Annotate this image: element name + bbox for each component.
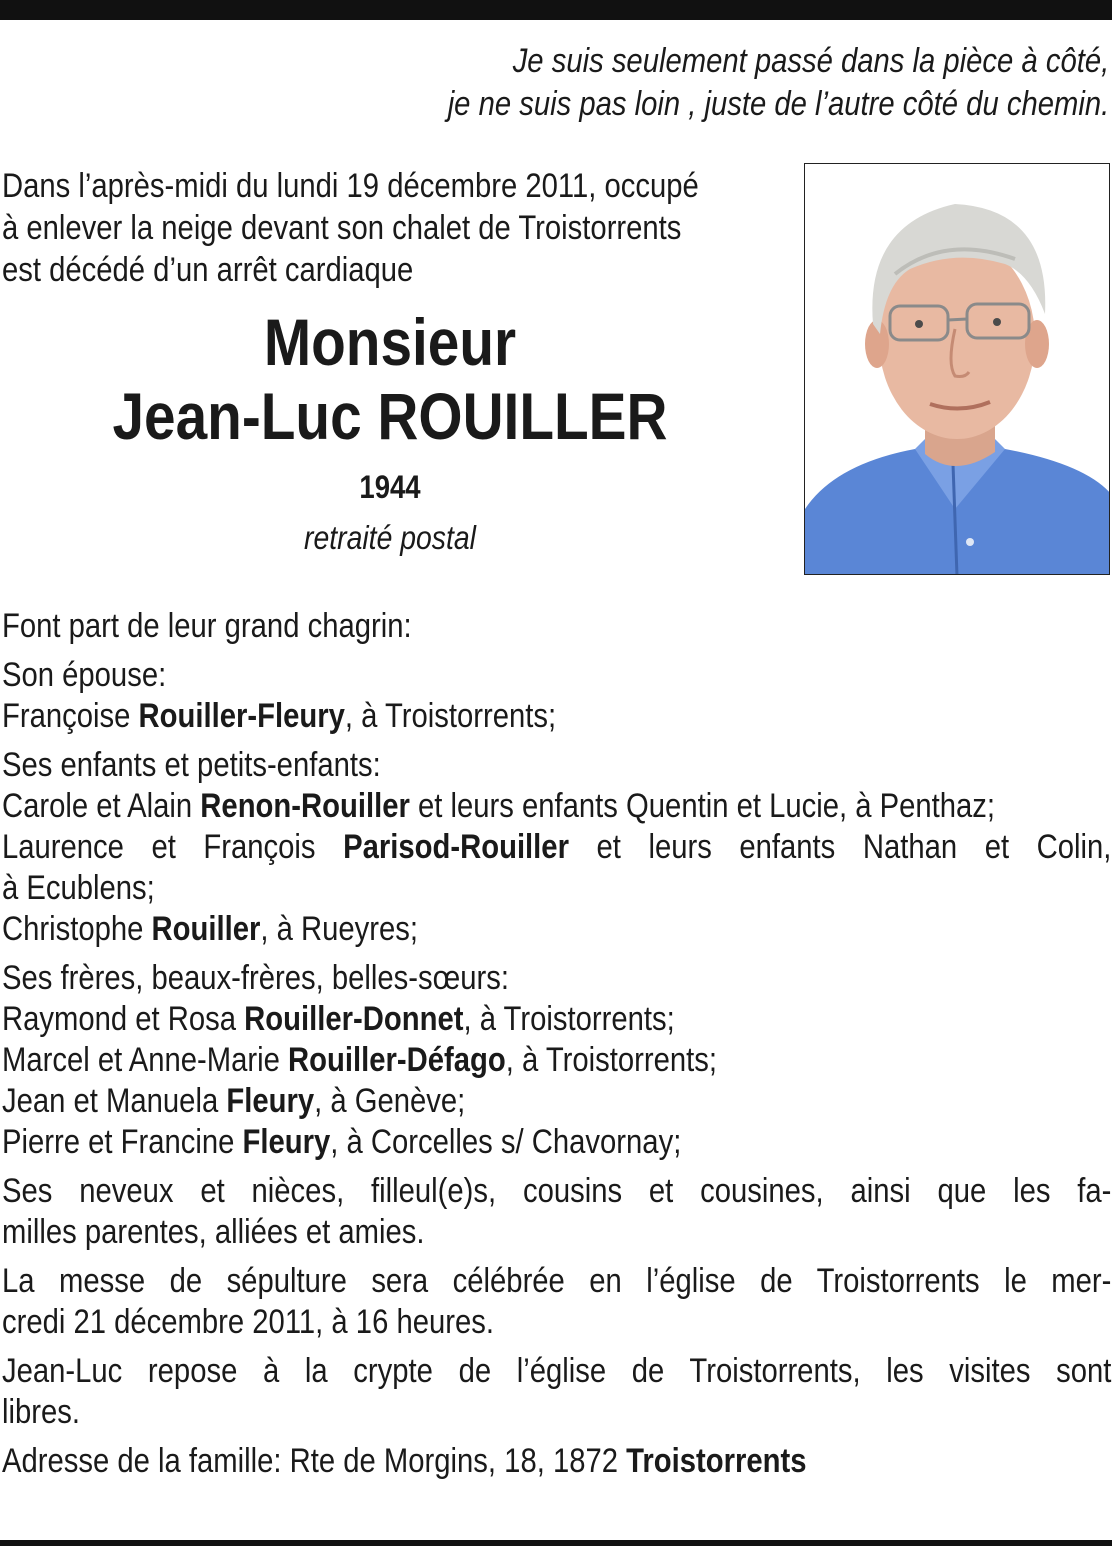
body-text: [2, 606, 1111, 1482]
children-heading: Ses enfants et petits-enfants:: [2, 746, 381, 784]
place: , à Troistorrents;: [344, 697, 557, 735]
portrait-illustration: [805, 164, 1110, 575]
first-names: Jean et Manuela: [2, 1082, 219, 1120]
intro-line-3: est décédé d’un arrêt cardiaque: [2, 251, 414, 289]
extended-line-1: Ses neveux et nièces, filleul(e)s, cousins et cousines, ainsi que les fa-: [2, 1172, 1112, 1210]
mass-notice: [2, 1261, 1111, 1343]
child-entry-continuation: à Ecublens;: [2, 869, 155, 907]
first-names: Christophe: [2, 910, 144, 948]
intro-line-1: Dans l’après-midi du lundi 19 décembre 2011, occupé: [2, 167, 699, 205]
intro-line-2: à enlever la neige devant son chalet de Troistorrents: [2, 209, 682, 247]
poem-line-1: Je suis seulement passé dans la pièce à côté,: [512, 42, 1109, 80]
mass-line-1: La messe de sépulture sera célébrée en l’église de Troistorrents le mer-: [2, 1262, 1112, 1300]
sibling-entry: [2, 1040, 1111, 1081]
surname: Fleury: [226, 1082, 315, 1120]
honorific: Monsieur: [263, 305, 517, 379]
details: , à Rueyres;: [260, 910, 419, 948]
portrait-photo: [804, 163, 1110, 575]
extended-family: [2, 1171, 1111, 1253]
profession: retraité postal: [304, 519, 476, 556]
top-rule: [0, 0, 1112, 20]
details: et leurs enfants Nathan et Colin,: [596, 828, 1112, 866]
birth-year: 1944: [359, 469, 421, 505]
child-entry: [2, 909, 1111, 950]
family-address: [2, 1441, 1111, 1482]
place: , à Genève;: [314, 1082, 466, 1120]
deceased-header: [0, 305, 780, 559]
surname: Fleury: [242, 1123, 331, 1161]
poem-quote: [447, 40, 1109, 126]
place: , à Corcelles s/ Chavornay;: [330, 1123, 682, 1161]
first-names: Raymond et Rosa: [2, 1000, 237, 1038]
announce: Font part de leur grand chagrin:: [2, 607, 412, 645]
spouse-entry: [2, 696, 1111, 737]
details: et leurs enfants Quentin et Lucie, à Penthaz;: [417, 787, 996, 825]
spouse-section: [2, 655, 1111, 737]
sibling-entry: [2, 999, 1111, 1040]
sibling-entry: [2, 1081, 1111, 1122]
deceased-name: Jean-Luc ROUILLER: [112, 379, 668, 453]
siblings-section: [2, 958, 1111, 1163]
children-section: [2, 745, 1111, 950]
extended-line-2: milles parentes, alliées et amies.: [2, 1213, 425, 1251]
surname: Renon-Rouiller: [200, 787, 410, 825]
mass-line-2: credi 21 décembre 2011, à 16 heures.: [2, 1303, 494, 1341]
child-entry: [2, 827, 1111, 868]
child-entry: [2, 786, 1111, 827]
resting-line-2: libres.: [2, 1393, 81, 1431]
first-names: Françoise: [2, 697, 131, 735]
first-names: Carole et Alain: [2, 787, 193, 825]
bottom-rule: [0, 1540, 1112, 1546]
resting-line-1: Jean-Luc repose à la crypte de l’église de Troistorrents, les visites sont: [2, 1352, 1112, 1390]
first-names: Pierre et Francine: [2, 1123, 235, 1161]
place: , à Troistorrents;: [505, 1041, 717, 1079]
surname: Rouiller: [151, 910, 261, 948]
first-names: Marcel et Anne-Marie: [2, 1041, 280, 1079]
spouse-heading: Son épouse:: [2, 656, 167, 694]
surname: Parisod-Rouiller: [343, 828, 569, 866]
address-label: Adresse de la famille: Rte de Morgins, 18, 1872: [2, 1442, 619, 1480]
surname: Rouiller-Donnet: [244, 1000, 464, 1038]
address-town: Troistorrents: [626, 1442, 807, 1480]
poem-line-2: je ne suis pas loin , juste de l’autre côté du chemin.: [447, 85, 1109, 123]
intro-paragraph: [2, 165, 776, 291]
surname: Rouiller-Défago: [288, 1041, 506, 1079]
sibling-entry: [2, 1122, 1111, 1163]
first-names: Laurence et François: [2, 828, 316, 866]
resting-place: [2, 1351, 1111, 1433]
siblings-heading: Ses frères, beaux-frères, belles-sœurs:: [2, 959, 509, 997]
place: , à Troistorrents;: [463, 1000, 675, 1038]
surname: Rouiller-Fleury: [138, 697, 345, 735]
